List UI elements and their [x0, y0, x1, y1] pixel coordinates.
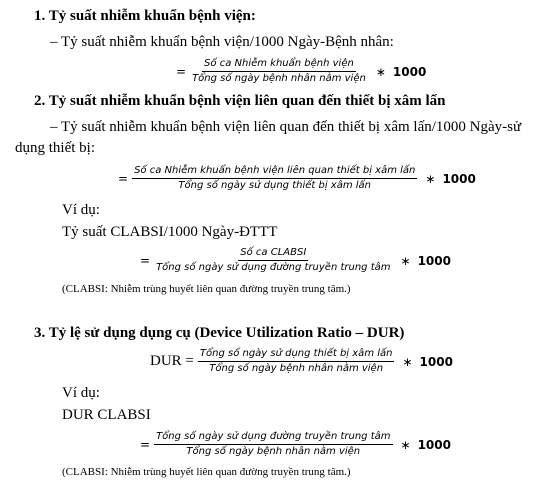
formula-3-example-factor: 1000	[417, 437, 451, 452]
formula-3-lhs: DUR =	[150, 353, 194, 369]
formula-2-numerator: Số ca Nhiễm khuẩn bệnh viện liên quan thiết bị xâm lấn	[132, 165, 417, 179]
equals-sign: =	[140, 253, 151, 268]
formula-2-example	[140, 247, 451, 274]
section-2-example-title: Tỷ suất CLABSI/1000 Ngày-ĐTTT	[62, 224, 278, 240]
formula-2-fraction	[132, 165, 417, 192]
equals-sign: =	[176, 64, 187, 79]
formula-1-fraction	[190, 58, 368, 85]
section-2-description-line1: – Tỷ suất nhiễm khuẩn bệnh viện liên quan đến thiết bị xâm lấn/1000 Ngày-sử	[50, 119, 522, 135]
section-3-heading: 3. Tỷ lệ sử dụng dụng cụ (Device Utilization Ratio – DUR)	[34, 325, 405, 341]
formula-2-factor: 1000	[442, 171, 476, 186]
formula-2-denominator: Tổng số ngày sử dụng thiết bị xâm lấn	[178, 180, 372, 191]
section-2-note: (CLABSI: Nhiễm trùng huyết liên quan đường truyền trung tâm.)	[62, 283, 351, 295]
formula-3-example-denominator: Tổng số ngày bệnh nhân nằm viện	[186, 446, 361, 457]
formula-1-factor: 1000	[392, 64, 427, 79]
formula-3-numerator: Tổng số ngày sử dụng thiết bị xâm lấn	[198, 348, 395, 362]
section-3-example-title: DUR CLABSI	[62, 407, 151, 423]
formula-1-numerator: Số ca Nhiễm khuẩn bệnh viện	[202, 58, 356, 72]
section-2-example-label: Ví dụ:	[62, 202, 100, 218]
equals-sign: =	[118, 171, 129, 186]
multiply-sign: ∗	[402, 354, 413, 369]
section-2-description-line2: dụng thiết bị:	[15, 140, 95, 156]
formula-3-factor: 1000	[419, 354, 453, 369]
section-1-heading: 1. Tỷ suất nhiễm khuẩn bệnh viện:	[34, 8, 256, 24]
section-1-description: – Tỷ suất nhiễm khuẩn bệnh viện/1000 Ngày-Bệnh nhân:	[50, 34, 394, 50]
section-2-heading: 2. Tỷ suất nhiễm khuẩn bệnh viện liên quan đến thiết bị xâm lấn	[34, 93, 446, 109]
formula-3-denominator: Tổng số ngày bệnh nhân nằm viện	[209, 363, 384, 374]
multiply-sign: ∗	[400, 437, 411, 452]
formula-2-example-denominator: Tổng số ngày sử dụng đường truyền trung tâm	[156, 262, 391, 273]
formula-1	[176, 58, 426, 85]
formula-3-example-fraction	[154, 431, 392, 458]
section-3-example-label: Ví dụ:	[62, 385, 100, 401]
multiply-sign: ∗	[375, 64, 386, 79]
equals-sign: =	[140, 437, 151, 452]
formula-3-fraction	[198, 348, 395, 375]
formula-3-example	[140, 431, 451, 458]
formula-3-example-numerator: Tổng số ngày sử dụng đường truyền trung tâm	[154, 431, 392, 445]
formula-2-example-factor: 1000	[417, 253, 451, 268]
multiply-sign: ∗	[425, 171, 436, 186]
section-3-note: (CLABSI: Nhiễm trùng huyết liên quan đường truyền trung tâm.)	[62, 466, 351, 478]
formula-1-denominator: Tổng số ngày bệnh nhân nằm viện	[192, 73, 366, 84]
formula-2	[118, 165, 476, 192]
formula-2-example-numerator: Số ca CLABSI	[238, 247, 308, 261]
formula-2-example-fraction	[154, 247, 392, 274]
multiply-sign: ∗	[400, 253, 411, 268]
formula-3	[150, 348, 453, 375]
